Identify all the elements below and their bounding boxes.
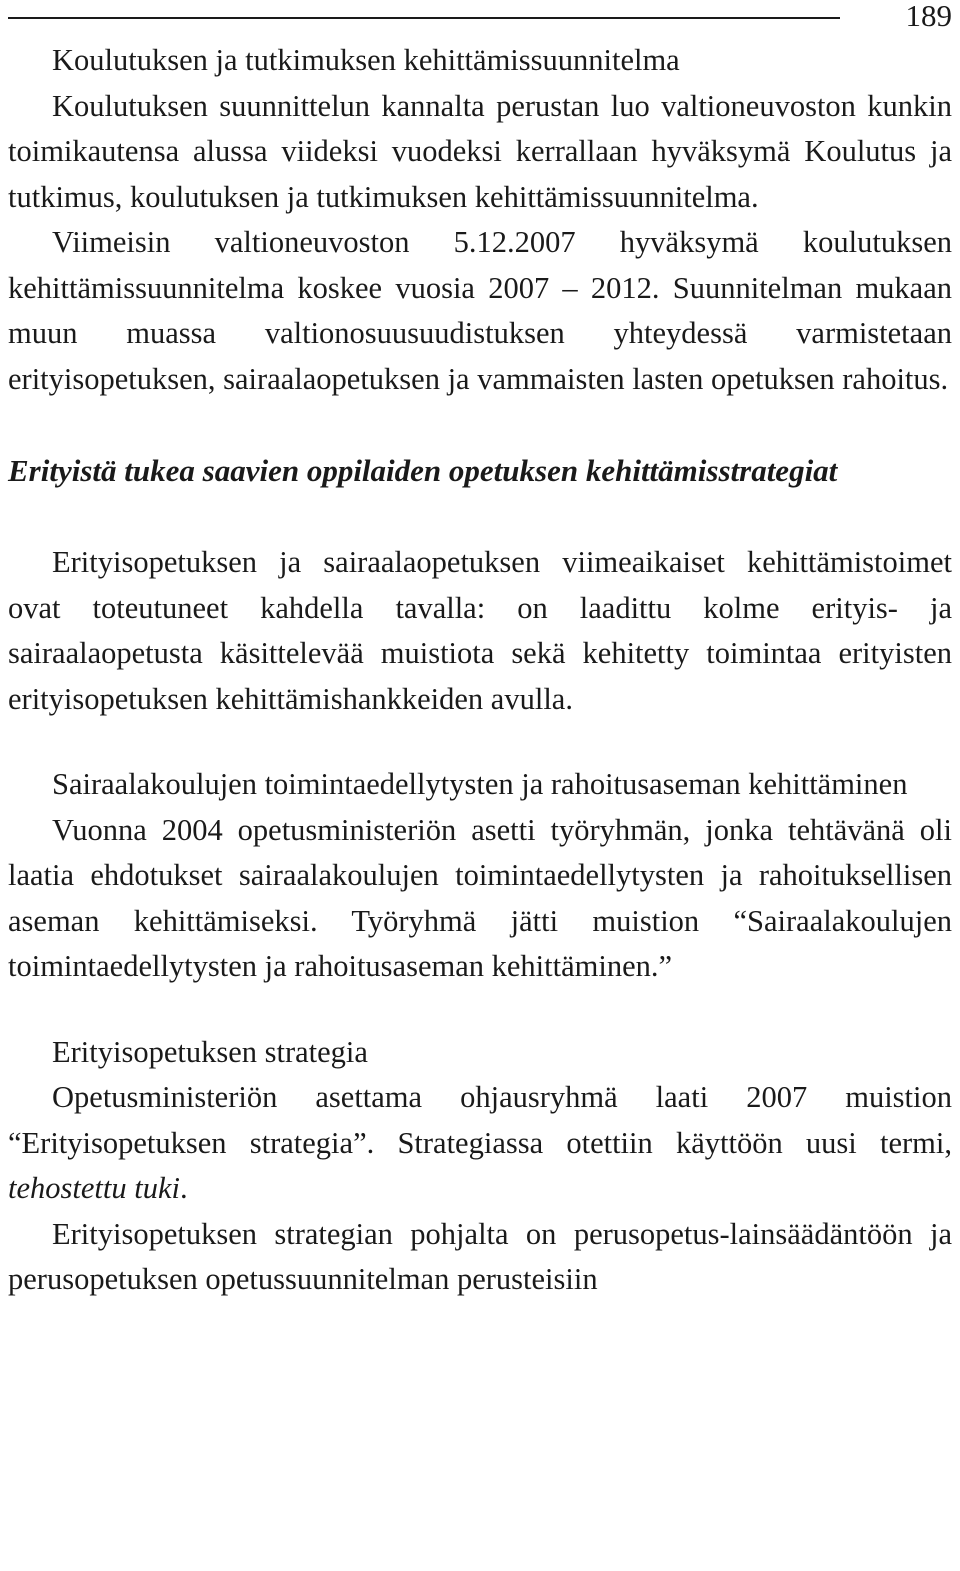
paragraph-plan-1: Koulutuksen suunnittelun kannalta perustan luo valtioneuvoston kunkin toimikautensa alussa viideksi vuodeksi kerrallaan hyväksymä Koulutus ja tutkimus, koulutuksen ja tutkimuksen kehittämissuunnitelma. (8, 88, 952, 214)
paragraph-hospital-1: Vuonna 2004 opetusministeriön asetti työryhmän, jonka tehtävänä oli laatia ehdotukset sairaalakoulujen toimintaedellytysten ja rahoituksellisen aseman kehittämiseksi. Työryhmä jätti muistion “Sairaalakoulujen toimintaedellytysten ja rahoitusaseman kehittäminen.” (8, 812, 952, 983)
header-rule (8, 17, 840, 19)
section-title-plan: Koulutuksen ja tutkimuksen kehittämissuunnitelma (52, 43, 680, 77)
term-tehostettu-tuki: tehostettu tuki (8, 1171, 180, 1205)
paragraph-special-1-text: Opetusministeriön asettama ohjausryhmä laati 2007 muistion “Erityisopetuksen strategia”. Strategiassa otettiin käyttöön uusi termi, (8, 1080, 952, 1160)
paragraph-strategies-1: Erityisopetuksen ja sairaalaopetuksen viimeaikaiset kehittämistoimet ovat toteutuneet kahdella tavalla: on laadittu kolme erityis- ja sairaalaopetusta käsittelevää muistiota sekä kehitetty toimintaa erityisten erityisopetuksen kehittämishankkeiden avulla. (8, 545, 952, 716)
paragraph-special-1 (8, 1075, 952, 1212)
paragraph-special-1-end: . (179, 1171, 188, 1205)
section-title-hospital: Sairaalakoulujen toimintaedellytysten ja rahoitusaseman kehittäminen (52, 767, 908, 801)
section-heading-strategies: Erityistä tukea saavien oppilaiden opetuksen kehittämisstrategiat (8, 453, 838, 488)
paragraph-plan-2: Viimeisin valtioneuvoston 5.12.2007 hyväksymä koulutuksen kehittämissuunnitelma koskee vuosia 2007 – 2012. Suunnitelman mukaan muun muassa valtionosuusuudistuksen yhteydessä varmistetaan erityisopetuksen, sairaalaopetuksen ja vammaisten lasten opetuksen rahoitus. (8, 225, 952, 396)
page-number: 189 (905, 0, 952, 33)
section-title-special: Erityisopetuksen strategia (52, 1034, 368, 1069)
paragraph-special-2: Erityisopetuksen strategian pohjalta on perusopetus-lainsäädäntöön ja perusopetuksen opetussuunnitelman perusteisiin (8, 1216, 952, 1296)
page-body (8, 38, 952, 1303)
page-header (8, 0, 952, 34)
